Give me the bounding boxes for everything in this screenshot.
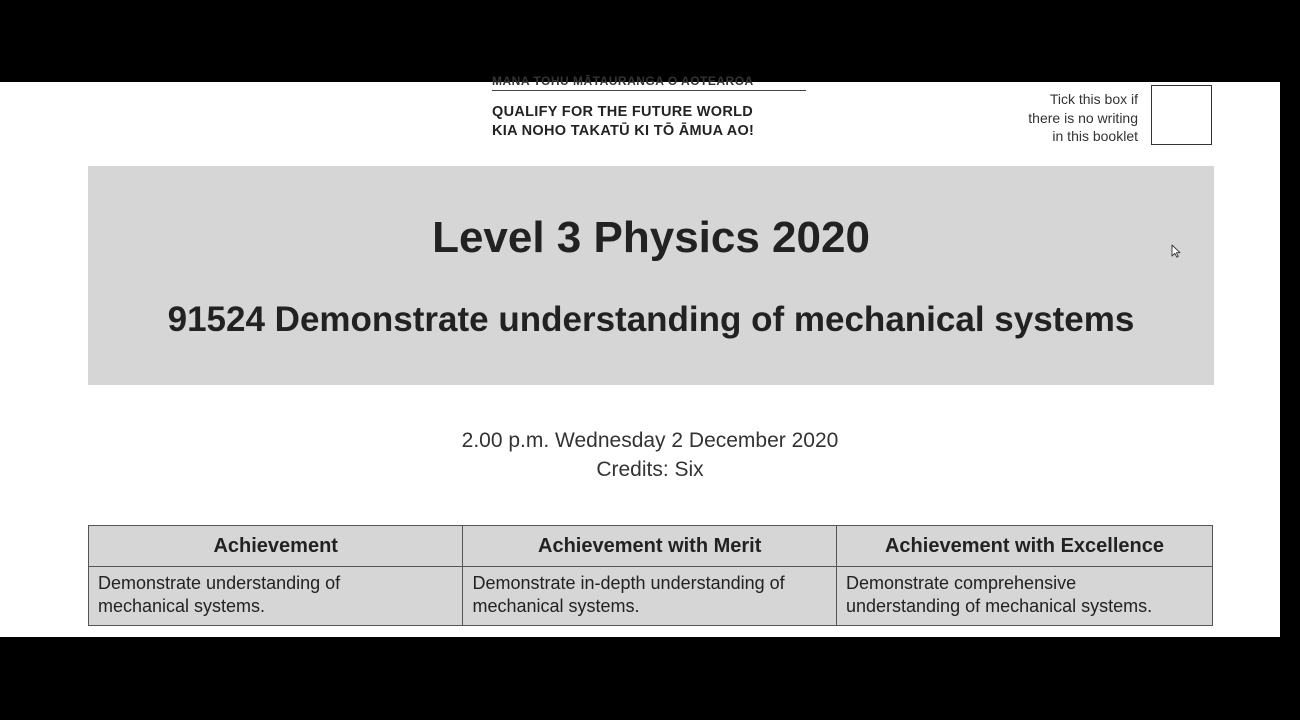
cell-line: understanding of mechanical systems.	[845, 596, 1153, 616]
title-panel	[88, 166, 1214, 385]
no-writing-checkbox[interactable]	[1151, 85, 1212, 145]
grades-table	[88, 525, 1213, 626]
nzqa-logo-block	[492, 74, 808, 141]
logo-tagline-maori: KIA NOHO TAKATŪ KI TŌ ĀMUA AO!	[492, 123, 755, 139]
header-achievement: Achievement	[89, 526, 463, 567]
table-row	[89, 567, 1213, 626]
cell-achievement	[89, 567, 463, 626]
logo-clipped-text: MANA TOHU MĀTAURANGA O AOTEAROA	[492, 74, 754, 88]
logo-divider	[492, 90, 806, 91]
tick-text-line: Tick this box if	[1049, 91, 1138, 107]
mouse-cursor-icon	[1171, 244, 1181, 258]
cell-line: mechanical systems.	[98, 596, 266, 616]
tick-text-line: there is no writing	[1028, 109, 1138, 126]
cell-merit	[463, 567, 837, 626]
cell-line: Demonstrate understanding of	[98, 573, 341, 593]
exam-credits: Credits: Six	[596, 458, 704, 481]
tick-box-instructions	[990, 90, 1138, 146]
header-merit: Achievement with Merit	[463, 526, 837, 567]
header-excellence: Achievement with Excellence	[836, 526, 1212, 567]
letterbox-top	[0, 0, 1280, 82]
exam-date: 2.00 p.m. Wednesday 2 December 2020	[461, 429, 839, 452]
tick-text-line: in this booklet	[1052, 128, 1138, 144]
cell-line: mechanical systems.	[472, 596, 640, 616]
cell-excellence	[836, 567, 1212, 626]
table-header-row	[89, 526, 1213, 567]
exam-cover-page	[0, 74, 1280, 637]
logo-tagline-english: QUALIFY FOR THE FUTURE WORLD	[492, 104, 754, 120]
letterbox-bottom	[0, 637, 1280, 720]
cell-line: Demonstrate comprehensive	[845, 573, 1077, 593]
standard-title: 91524 Demonstrate understanding of mechanical systems	[167, 300, 1135, 339]
cell-line: Demonstrate in-depth understanding of	[472, 573, 785, 593]
exam-title: Level 3 Physics 2020	[432, 213, 870, 262]
